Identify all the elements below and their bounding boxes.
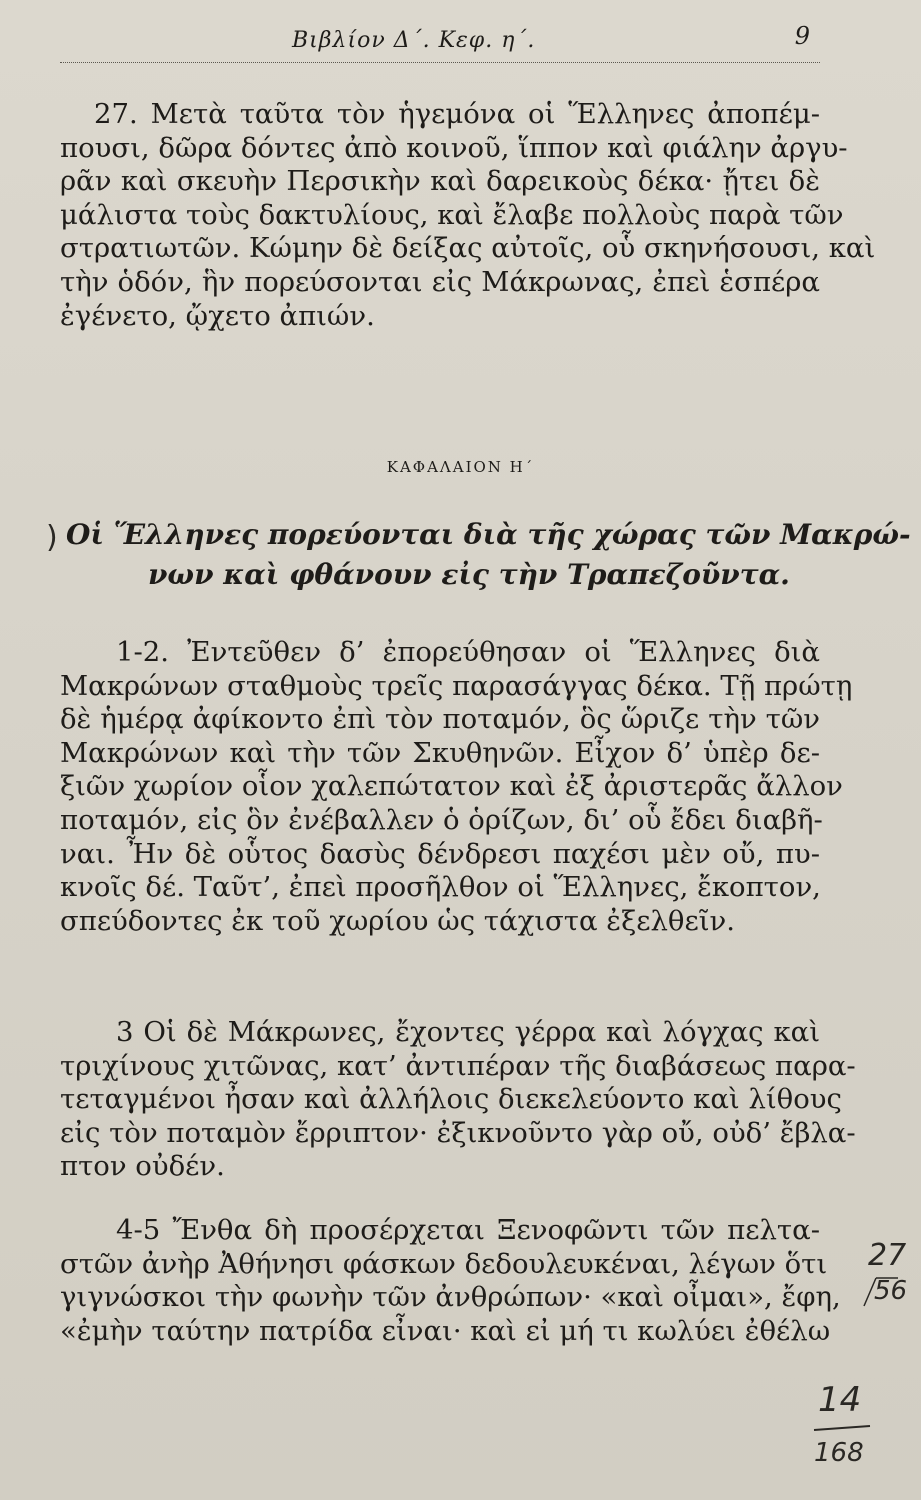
text-line: ἐγένετο, ᾤχετο ἀπιών.: [60, 299, 375, 332]
running-title: Βιβλίον Δ΄. Κεφ. η΄.: [292, 28, 536, 53]
margin-note: 14: [818, 1380, 862, 1420]
text-line: 4-5 Ἔνθα δὴ προσέρχεται Ξενοφῶντι τῶν πελτα-: [116, 1214, 820, 1246]
margin-note: 56: [874, 1276, 908, 1306]
text-line: σπεύδοντες ἐκ τοῦ χωρίου ὡς τάχιστα ἐξελθεῖν.: [60, 904, 735, 937]
text-line: ποταμόν, εἰς ὃν ἐνέβαλλεν ὁ ὁρίζων, δι’ οὗ ἔδει διαβῆ-: [60, 803, 823, 836]
text-line: Μακρώνων σταθμοὺς τρεῖς παρασάγγας δέκα. Τῇ πρώτῃ: [60, 669, 853, 702]
text-line: πουσι, δῶρα δόντες ἀπὸ κοινοῦ, ἵππον καὶ φιάλην ἀργυ-: [60, 131, 848, 164]
paragraph-section-3: [60, 1016, 856, 1184]
text-line: στῶν ἀνὴρ Ἀθήνησι φάσκων δεδουλευκέναι, λέγων ὅτι: [60, 1247, 828, 1280]
text-line: τεταγμένοι ἦσαν καὶ ἀλλήλοις διεκελεύοντο καὶ λίθους: [60, 1083, 842, 1116]
paragraph-section-4-5: [60, 1214, 841, 1348]
chapter-heading: ΚΑΦΑΛΑΙΟΝ Η΄: [386, 458, 535, 476]
text-line: ναι. Ἦν δὲ οὗτος δασὺς δένδρεσι παχέσι μὲν οὔ, πυ-: [60, 837, 820, 870]
text-line: μάλιστα τοὺς δακτυλίους, καὶ ἔλαβε πολλοὺς παρὰ τῶν: [60, 198, 844, 231]
text-line: τριχίνους χιτῶνας, κατ’ ἀντιπέραν τῆς διαβάσεως παρα-: [60, 1049, 856, 1082]
page-header: [60, 20, 820, 63]
text-line: ξιῶν χωρίον οἷον χαλεπώτατον καὶ ἐξ ἀριστερᾶς ἄλλον: [60, 770, 843, 803]
text-line: 3 Οἱ δὲ Μάκρωνες, ἔχοντες γέρρα καὶ λόγχας καὶ: [116, 1016, 820, 1048]
text-line: κνοῖς δέ. Ταῦτ’, ἐπεὶ προσῆλθον οἱ Ἕλληνες, ἔκοπτον,: [60, 871, 821, 904]
text-line: 27. Μετὰ ταῦτα τὸν ἡγεμόνα οἱ Ἕλληνες ἀποπέμ-: [94, 98, 820, 130]
text-line: 1-2. Ἐντεῦθεν δ’ ἐπορεύθησαν οἱ Ἕλληνες διὰ: [116, 636, 820, 668]
bracket-mark-icon: ): [46, 520, 58, 555]
chapter-summary-line: νων καὶ φθάνουν εἰς τὴν Τραπεζοῦντα.: [148, 558, 790, 591]
margin-slash-mark-icon: [860, 1276, 900, 1310]
margin-note: 27: [868, 1238, 907, 1273]
text-line: γιγνώσκοι τὴν φωνὴν τῶν ἀνθρώπων· «καὶ οἶμαι», ἔφη,: [60, 1281, 841, 1314]
text-line: στρατιωτῶν. Κώμην δὲ δείξας αὐτοῖς, οὗ σκηνήσουσι, καὶ: [60, 232, 876, 265]
chapter-summary-line: Οἱ Ἕλληνες πορεύονται διὰ τῆς χώρας τῶν Μακρώ-: [66, 518, 911, 551]
text-line: Μακρώνων καὶ τὴν τῶν Σκυθηνῶν. Εἶχον δ’ ὑπὲρ δε-: [60, 736, 820, 769]
paragraph-section-1-2: [60, 636, 853, 938]
paragraph-section-27: [60, 98, 876, 333]
text-line: δὲ ἡμέρᾳ ἀφίκοντο ἐπὶ τὸν ποταμόν, ὃς ὥριζε τὴν τῶν: [60, 703, 820, 736]
text-line: εἰς τὸν ποταμὸν ἔρριπτον· ἐξικνοῦντο γὰρ οὔ, οὐδ’ ἔβλα-: [60, 1116, 856, 1149]
margin-underline-mark-icon: [812, 1418, 874, 1438]
page-number: 9: [794, 22, 810, 50]
text-line: «ἐμὴν ταύτην πατρίδα εἶναι· καὶ εἰ μή τι κωλύει ἐθέλω: [60, 1314, 831, 1347]
text-line: τὴν ὁδόν, ἣν πορεύσονται εἰς Μάκρωνας, ἐπεὶ ἑσπέρα: [60, 265, 820, 298]
text-line: ρᾶν καὶ σκευὴν Περσικὴν καὶ δαρεικοὺς δέκα· ᾔτει δὲ: [60, 165, 820, 198]
text-line: πτον οὐδέν.: [60, 1150, 225, 1183]
margin-note: 168: [814, 1438, 864, 1468]
